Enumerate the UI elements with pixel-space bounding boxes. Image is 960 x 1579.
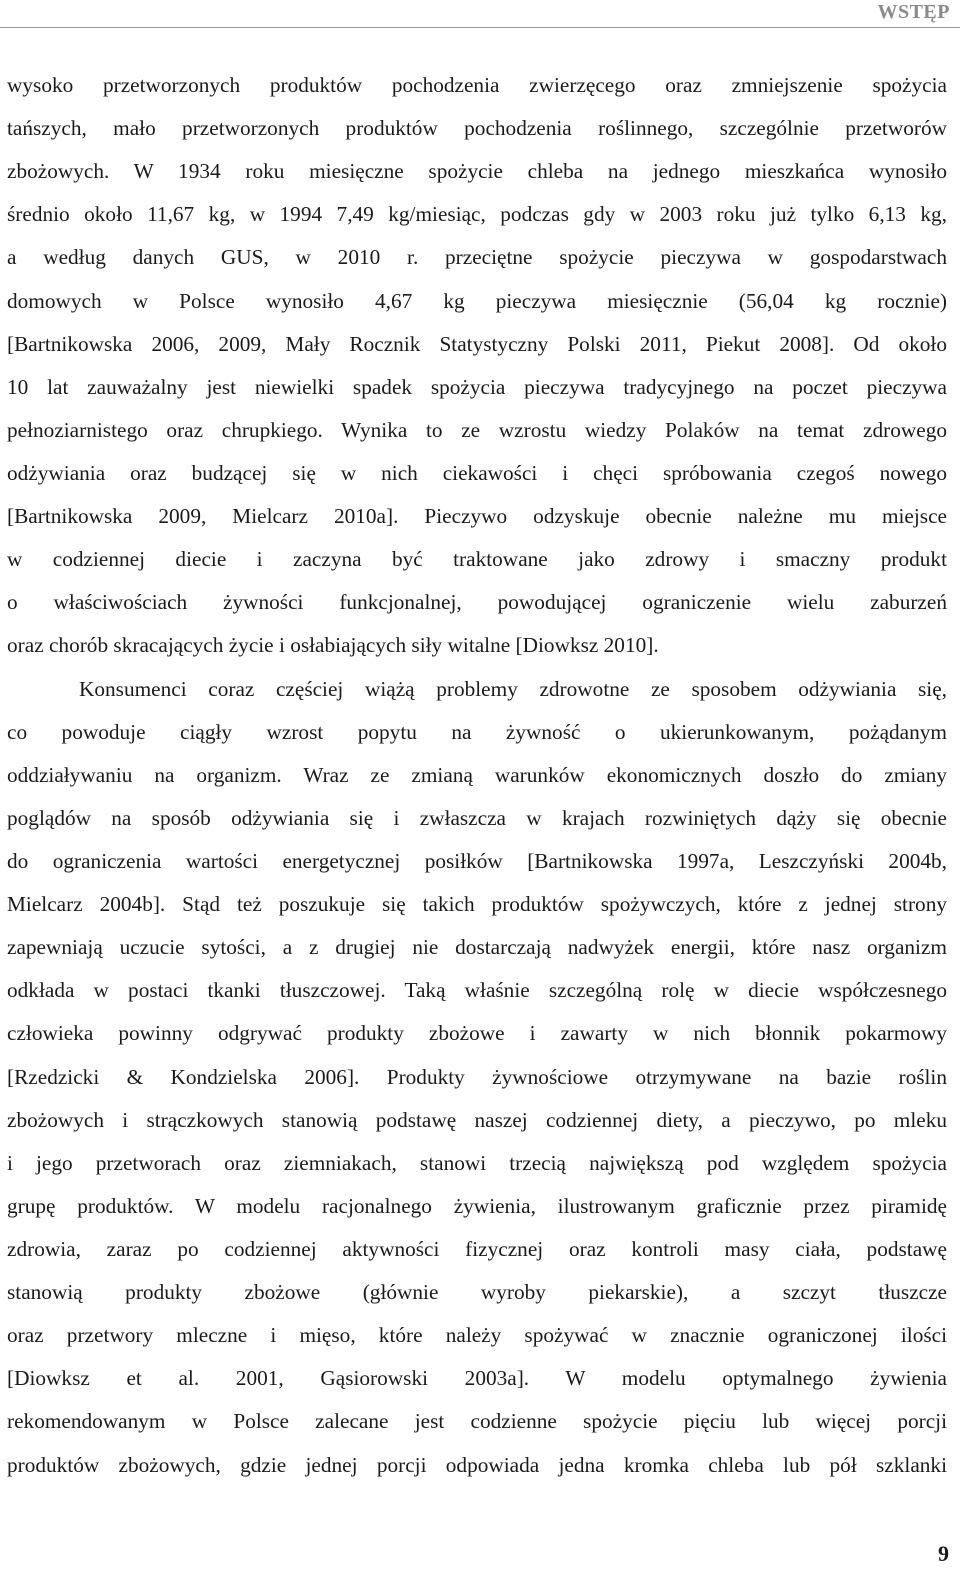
text-line: w codziennej diecie i zaczyna być traktowane jako zdrowy i smaczny produkt (7, 547, 947, 572)
paragraph-end-line: oraz chorób skracających życie i osłabiających siły witalne [Diowksz 2010]. (7, 633, 659, 658)
text-line: poglądów na sposób odżywiania się i zwłaszcza w krajach rozwiniętych dąży się obecnie (7, 805, 947, 830)
text-line: człowieka powinny odgrywać produkty zbożowe i zawarty w nich błonnik pokarmowy (7, 1021, 947, 1046)
header-divider (0, 27, 960, 28)
text-line: Mielcarz 2004b]. Stąd też poszukuje się takich produktów spożywczych, które z jednej strony (7, 892, 947, 917)
text-line: co powoduje ciągły wzrost popytu na żywność o ukierunkowanym, pożądanym (7, 719, 947, 744)
body-text (7, 64, 947, 1487)
text-line: o właściwościach żywności funkcjonalnej, powodującej ograniczenie wielu zaburzeń (7, 590, 947, 615)
page-number: 9 (938, 1541, 949, 1566)
text-line: pełnoziarnistego oraz chrupkiego. Wynika to ze wzrostu wiedzy Polaków na temat zdrowego (7, 417, 947, 442)
text-line: odkłada w postaci tkanki tłuszczowej. Taką właśnie szczególną rolę w diecie współczesnego (7, 978, 947, 1003)
text-line: średnio około 11,67 kg, w 1994 7,49 kg/miesiąc, podczas gdy w 2003 roku już tylko 6,13 kg, (7, 202, 947, 227)
text-line: stanowią produkty zbożowe (głównie wyroby piekarskie), a szczyt tłuszcze (7, 1280, 947, 1305)
text-line: zbożowych. W 1934 roku miesięczne spożycie chleba na jednego mieszkańca wynosiło (7, 159, 947, 184)
text-line: domowych w Polsce wynosiło 4,67 kg pieczywa miesięcznie (56,04 kg rocznie) (7, 288, 947, 313)
text-line: odżywiania oraz budzącej się w nich ciekawości i chęci spróbowania czegoś nowego (7, 460, 947, 485)
text-line: zdrowia, zaraz po codziennej aktywności fizycznej oraz kontroli masy ciała, podstawę (7, 1236, 947, 1261)
text-line: [Bartnikowska 2009, Mielcarz 2010a]. Pieczywo odzyskuje obecnie należne mu miejsce (7, 504, 947, 529)
text-line: wysoko przetworzonych produktów pochodzenia zwierzęcego oraz zmniejszenie spożycia (7, 73, 947, 97)
text-line: a według danych GUS, w 2010 r. przeciętne spożycie pieczywa w gospodarstwach (7, 245, 947, 270)
text-line: [Diowksz et al. 2001, Gąsiorowski 2003a]. W modelu optymalnego żywienia (7, 1366, 947, 1391)
text-line: grupę produktów. W modelu racjonalnego żywienia, ilustrowanym graficznie przez piramidę (7, 1193, 947, 1218)
running-header-title: WSTĘP (877, 1, 950, 23)
text-line: oddziaływaniu na organizm. Wraz ze zmianą warunków ekonomicznych doszło do zmiany (7, 762, 947, 787)
text-line: tańszych, mało przetworzonych produktów pochodzenia roślinnego, szczególnie przetworów (7, 116, 947, 141)
text-line: 10 lat zauważalny jest niewielki spadek spożycia pieczywa tradycyjnego na poczet pieczywa (7, 374, 947, 399)
text-line: rekomendowanym w Polsce zalecane jest codzienne spożycie pięciu lub więcej porcji (7, 1409, 947, 1434)
text-line: zapewniają uczucie sytości, a z drugiej nie dostarczają nadwyżek energii, które nasz organizm (7, 935, 947, 960)
text-line: produktów zbożowych, gdzie jednej porcji odpowiada jedna kromka chleba lub pół szklanki (7, 1452, 947, 1477)
text-line: [Rzedzicki & Kondzielska 2006]. Produkty żywnościowe otrzymywane na bazie roślin (7, 1064, 947, 1089)
text-line: zbożowych i strączkowych stanowią podstawę naszej codziennej diety, a pieczywo, po mleku (7, 1107, 947, 1132)
text-line: i jego przetworach oraz ziemniakach, stanowi trzecią największą pod względem spożycia (7, 1150, 947, 1175)
text-line: [Bartnikowska 2006, 2009, Mały Rocznik Statystyczny Polski 2011, Piekut 2008]. Od około (7, 331, 947, 356)
text-line: do ograniczenia wartości energetycznej posiłków [Bartnikowska 1997a, Leszczyński 2004b, (7, 848, 947, 873)
paragraph-start-line: Konsumenci coraz częściej wiążą problemy zdrowotne ze sposobem odżywiania się, (79, 676, 947, 701)
text-line: oraz przetwory mleczne i mięso, które należy spożywać w znacznie ograniczonej ilości (7, 1323, 947, 1348)
